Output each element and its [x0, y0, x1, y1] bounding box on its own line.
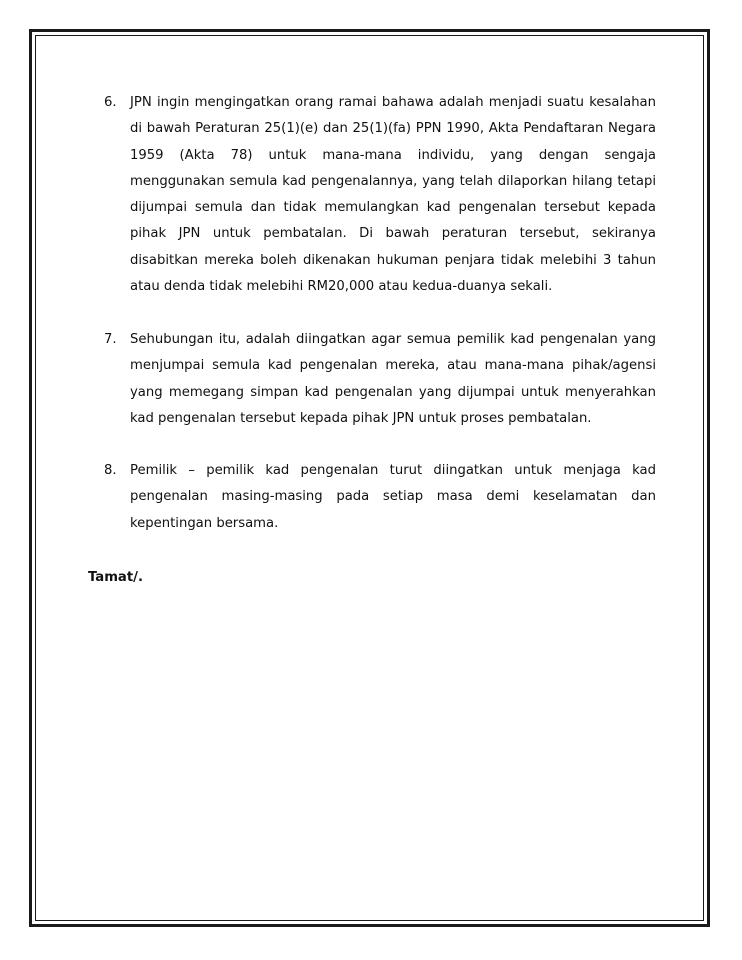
paragraph-6 [104, 90, 656, 300]
paragraph-text: JPN ingin mengingatkan orang ramai bahawa adalah menjadi suatu kesalahan di bawah Peraturan 25(1)(e) dan 25(1)(fa) PPN 1990, Akta Pendaftaran Negara 1959 (Akta 78) untuk mana-mana individu, yang dengan sengaja menggunakan semula kad pengenalannya, yang telah dilaporkan hilang tetapi dijumpai semula dan tidak memulangkan kad pengenalan tersebut kepada pihak JPN untuk pembatalan. Di bawah peraturan tersebut, sekiranya disabitkan mereka boleh dikenakan hukuman penjara tidak melebihi 3 tahun atau denda tidak melebihi RM20,000 atau kedua-duanya sekali. [130, 95, 656, 295]
paragraph-7 [104, 327, 656, 432]
paragraph-text: Pemilik – pemilik kad pengenalan turut diingatkan untuk menjaga kad pengenalan masing-masing pada setiap masa demi keselamatan dan kepentingan bersama. [130, 463, 656, 531]
paragraph-number: 7. [104, 332, 117, 347]
paragraph-number: 8. [104, 463, 117, 478]
paragraph-text: Sehubungan itu, adalah diingatkan agar semua pemilik kad pengenalan yang menjumpai semula kad pengenalan mereka, atau mana-mana pihak/agensi yang memegang simpan kad pengenalan yang dijumpai untuk menyerahkan kad pengenalan tersebut kepada pihak JPN untuk proses pembatalan. [130, 332, 656, 426]
paragraph-8 [104, 458, 656, 537]
paragraph-number: 6. [104, 95, 117, 110]
closing-mark: Tamat/. [88, 570, 143, 585]
